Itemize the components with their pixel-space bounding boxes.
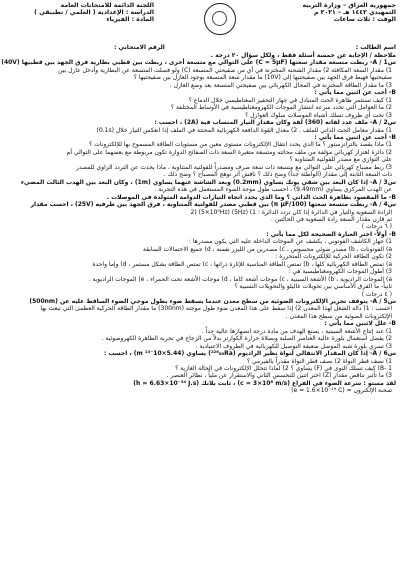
question-line: 3) أطول الموجات الكهرومغناطيسية هي : — [288, 268, 392, 276]
question-line: الإلكترونات الضوئية من سطح هذا المعدن . — [285, 312, 392, 320]
subquestion-heading: B- أولاً- اختر العبارة الصحيحة لكل مما يأتي : — [266, 230, 396, 238]
question-line: 1) مقدار السعة المكافئة 2) مقدار الشحنة المختزنة في أي من صفيحتي المتسعة (C) ولو فصلت المتسعة عن البطارية وأدخل عازل بين — [58, 66, 392, 74]
exam-time-line: الوقت : ثلاث ساعات — [333, 16, 396, 24]
question-line: على التوازي مع مصدر للفولتية المتناوبة ؟ — [289, 156, 392, 164]
question-line: صفيحتيها فهبط فرق الجهد بين صفيحتيها إلى (10V) ما مقدار سعة المتسعة بوجود العازل بين صفيحتيها ؟ — [133, 74, 392, 82]
question-line: 1) كيف تستثمر ظاهرة الحث المتبادل في جهاز التحفيز المغناطيسي خلال الدماغ ؟ — [188, 96, 392, 104]
question-line: 2) ما العوامل التي تحدد سرعة انتشار الموجات الكهرومغناطيسية في الأوساط المختلفة ؟ — [170, 104, 392, 112]
student-name-label: اسم الطالب : — [355, 44, 396, 51]
question-line: 2) تكون الطاقة الحركية للإلكترونات المتحررة : — [275, 253, 392, 261]
question-heading: س4 / A- ربطت متسعة سعتها (100/π µF) بين قطبي مصدر للفولتية المتناوبة ، فرق الجهد بين طرفيه (25V) ، احسب مقدار — [30, 201, 396, 209]
exam-header — [4, 2, 396, 44]
subquestion-heading: B- ما المقصود بظاهرة الحث الذاتي ؟ وما الذي يحدد اتجاه التيارات الدوامة المتولدة في الموصلات . — [106, 193, 396, 201]
subquestion-heading: لقد مستو : سرعة الضوء في الفراغ (c = 3×10⁸ m/s) ، ثابت بلانك (h = 6.63×10⁻³⁴ J.s) — [133, 379, 396, 387]
question-line: 3) ما تأثير تناقص مقدار (Z) اختر اثنين للتحسس الثاني والاستقرار عن ملياً ، نظائر العنصر . — [166, 372, 392, 380]
subquestion-heading: B- علل لاثنين مما يأتي : — [324, 320, 396, 328]
exam-date-line: التمهيدي ١٤٤٢ هـ – ٢٠٢١ م — [313, 9, 396, 17]
question-line: الرادة السعوية والتيار في الدائرة إذا كان تردد الدائرة : 1) (5Hz) 2) (5×10⁵Hz) — [190, 208, 392, 216]
exam-note: ملاحظة / الإجابة عن خمسة أسئلة فقط ، ولكل سؤال ٢٠ درجة . — [210, 52, 396, 59]
question-line: 1) جهاز الكاشف الفوتوني ، يكشف عن الموجات الداخلة عليه التي يكون مصدرها : — [188, 238, 392, 246]
question-line: 3) ربط مصباح كهربائي على التوالي مع متسعة ذات سعة صرف ومصدراً للفولتية المتناوبة ، ماذا يحدث عن التردد الزاوي للمصدر — [76, 163, 392, 171]
question-line: ثم قارن مقدار السعة رادة السعوية في الحالتين . — [271, 215, 392, 223]
question-heading: س6 / A- إذا كان المقدار الانتقالي لنواة نظير الراديوم (²²⁶₈₈Ra) يساوي (5.44×10⁻¹³ m) ، احسب : — [103, 350, 396, 358]
question-line: 1) مقدار معامل الحث الذاتي للملف . 2) معدل القوة الدافعة الكهربائية المحتثة في الملف إذا انعكس التيار خلال (0.1s) — [96, 126, 392, 134]
question-line: عن الهدب المركزي يساوي (9.49mm) ، احسب طول موجة الضوء المستعمل في هذه التجربة . — [154, 186, 392, 194]
exam-page — [1, 2, 396, 571]
question-line: احسب : 1) دالة الشغل لهذا المعدن 2) إذا سقط على هذا المعدن ضوء طول موجته (300nm) ما مقدار الطاقة الحركية العظمى التي تبعث بها — [40, 305, 392, 313]
ministry-line: جمهورية العراق – وزارة التربية — [302, 2, 396, 9]
study-line: الدراسة : الإعدادية ( العلمي / تطبيقي ) — [34, 9, 154, 17]
question-heading: س2 / A- ملف عدد لفاته (360) لفة وكان مقدار التيار المنساب فيه (2A) ، احسب : — [154, 119, 396, 127]
subject-line: المادة : الفيزياء — [106, 16, 154, 24]
question-line: 2) يفضل استعمال بلورة عالية العناصر الصلبة وبصلاة حرارة الكوارتز بدلاً من الزجاج في تجربة الظاهرة الكهروضوئية . — [101, 335, 392, 343]
question-line: شحنة الإلكترون = (e = 1.6×10⁻¹⁹ C) — [291, 387, 392, 395]
committee-line: اللجنة الدائمة للامتحانات العامة — [60, 2, 154, 9]
emblem-icon — [204, 3, 236, 35]
exam-number-label: الرقم الامتحاني : — [114, 44, 165, 51]
subquestion-heading: B- أجب عن اثنين مما يأتي : — [314, 89, 396, 97]
question-line: ( ٤ درجات ) — [361, 290, 392, 298]
question-heading: س1 / A- ربطت متسعة مقدار سعتها (C = 5µF) على التوالي مع متسعة أخرى ، ربطت بين قطبي بطارية فرق الجهد بين قطبيها (40V) — [1, 59, 396, 67]
question-heading: س5 / A- يتوقف تحرير الإلكترونات الضوئية من سطح معدن عندما يسقط ضوء بطول موجي الضوء الساقط عليه عن (500nm) — [29, 297, 396, 305]
emblem — [200, 2, 240, 36]
question-heading: س3 / A- إذا كان البعد بين شقي يونك يساوي (0.2mm) وبعد الشاشة عنهما يساوي (1m) ، وكان البعد بين الهدب الثالث المضيء — [20, 178, 396, 186]
ministry-block — [286, 2, 396, 24]
question-line: ذات السعة الثابتة إلى مقدار (الواطئة جداً) وضح ذلك ؟ ناقش أثر توهج المصباح ؟ وضح ذلك . — [163, 171, 392, 179]
student-info-row — [4, 44, 396, 52]
question-line: 3) ما مقدار الطاقة المختزنة في المجال الكهربائي بين صفيحتي المتسعة بعد وضع العازل . — [169, 81, 392, 89]
question-line: 2) دائرة اهتزاز كهربائي مؤلفة من ملف محاثته ومتسعة متغيرة السعة ذات الصفائح الدوارة تكون مربوطة مع بعضهما على التوالي أم — [66, 148, 392, 156]
question-line: a) الموجات الراديوية ، b) الأشعة السينية ، c) موجات أشعة كاما ، d) موجات الأشعة تحت الحمراء ، e) الموجات الراديوية . — [88, 275, 392, 283]
question-line: 3) تحت أي ظروف تسلك أشباه الموصلات سلوك العوازل ؟ — [245, 111, 392, 119]
question-line: a) الفوتونات ، b) مصدر ضوئي محسوس ، c) مصدرين من الليزر نفسه ، d) جميع الاحتمالات السابقة — [143, 245, 392, 253]
question-line: 1) عند إنتاج الأشعة السينية ، يصنع الهدف من مادة درجة انصهارها عالية جداً . — [201, 327, 392, 335]
question-line: ثانياً- ما الفرق الأساسي بين تحويلات غاليلو والتحويلات النسبية ؟ — [234, 283, 392, 291]
question-line: B- 1) كيف تسلك النوى في (F) يساوي ؟ 2) لماذا تتحلل الإلكترونات في الحالة الغازية ؟ — [175, 365, 392, 373]
exam-body — [1, 59, 396, 395]
question-line: 3) تسري بلورة شبه الموصل ضعيفة التوصيل للكهربائية في الظروف الاعتيادية . — [195, 342, 392, 350]
question-line: 1) نصف قطر النواة 2) نصف قطر النواة مقدراً بالفيرمي ؟ — [246, 357, 392, 365]
question-line: ( ٦ درجات ) — [361, 223, 392, 231]
question-line: 1) ماذا يقصد بالترانزستور ؟ ما الذي يحدد انتقال الإلكترونات مستوى معين من مستويات الطاقة المسموح بها للإلكترونات ؟ — [89, 141, 392, 149]
committee-block — [4, 2, 154, 24]
question-line: a) تمتص الطاقة الكهربائية كلها ، b) تمتص الطاقة المناسبة للإثارة ذراتها ، c) تمتص الطاقة بشكل مستمر ، d) وإما واحدة — [92, 260, 392, 268]
subquestion-heading: B- أجب عن اثنين مما يأتي : — [314, 133, 396, 141]
